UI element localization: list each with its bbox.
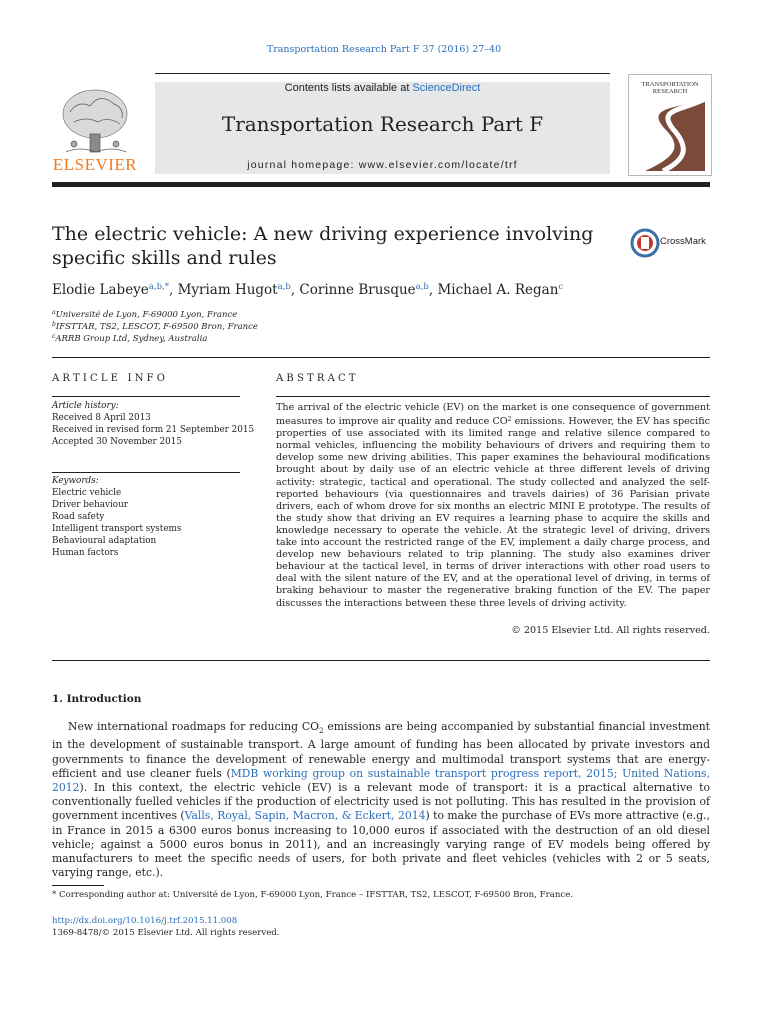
author-2-affil[interactable]: a,b	[277, 282, 291, 292]
journal-homepage-link[interactable]: journal homepage: www.elsevier.com/locate/trf	[247, 159, 518, 171]
history-received: Received 8 April 2013	[52, 413, 151, 423]
keyword-item: Driver behaviour	[52, 500, 128, 510]
keyword-item: Human factors	[52, 548, 119, 558]
history-accepted: Accepted 30 November 2015	[52, 437, 182, 447]
journal-citation-link[interactable]: Transportation Research Part F 37 (2016) 27–40	[266, 44, 502, 55]
author-3-affil[interactable]: a,b	[415, 282, 429, 292]
header-thick-rule	[52, 182, 710, 187]
introduction-heading: 1. Introduction	[52, 693, 142, 705]
journal-title: Transportation Research Part F	[221, 112, 544, 136]
author-2: Myriam Hugot$^{a,b}$,	[177, 282, 300, 298]
footnote-rule	[52, 885, 104, 886]
article-info-rule	[52, 396, 240, 397]
article-title: The electric vehicle: A new driving experience involving specific skills and rules	[52, 223, 594, 269]
keyword-item: Electric vehicle	[52, 488, 122, 498]
abstract-heading: ABSTRACT	[276, 373, 359, 384]
keywords-label: Keywords:	[52, 476, 99, 486]
journal-cover-image[interactable]	[628, 74, 712, 176]
crossmark-icon[interactable]	[630, 228, 660, 258]
issn-copyright: 1369-8478/© 2015 Elsevier Ltd. All rights reserved.	[52, 928, 280, 938]
author-4-affil[interactable]: c	[558, 282, 564, 292]
introduction-paragraph: New international roadmaps for reducing $CO_2$ emissions are being accompanied by substantial financial investment in the development of sustainable transport. A large amount of funding has been allocated by private investors and governments to finance the development of renewable energy and multimodal transport systems that are energy-efficient and use cleaner fuels (MDB working group on sustainable transport progress report, 2015; United Nations, 2012). In this context, the electric vehicle (EV) is a relevant mode of transport: it is a practical alternative to conventionally fuelled vehicles if the production of electricity used is not polluting. This has resulted in the provision of government incentives (Valls, Royal, Sapin, Macron, & Eckert, 2014) to make the purchase of EVs more attractive (e.g., in France in 2015 a 6300 euros bonus increasing to 10,000 euros if associated with the destruction of an old diesel vehicle; against a 5000 euros bonus in 2011), and an increasingly varying range of EV models being offered by manufacturers to meet the specific needs of users, for both private and fleet vehicles (vehicles with 2 or 5 seats, varying range, etc.).	[52, 720, 711, 880]
author-3: Corinne Brusque$^{a,b}$,	[299, 282, 438, 298]
keywords-rule	[52, 472, 240, 473]
corresponding-author-footnote: * Corresponding author at: Université de Lyon, F-69000 Lyon, France – IFSTTAR, TS2, LESCOT, F-69500 Bron, France.	[52, 890, 574, 900]
sciencedirect-link[interactable]: ScienceDirect	[412, 82, 481, 94]
keyword-item: Road safety	[52, 512, 105, 522]
abstract-text: The arrival of the electric vehicle (EV) on the market is one consequence of government measures to improve air quality and reduce $CO^2$ emissions. However, the EV has specific properties of use associated with its limited range and relative silence compared to normal vehicles, influencing the mobility behaviours of drivers and requiring them to develop some new driving abilities. This paper examines the behavioural modifications brought about by daily use of an electric vehicle at three different levels of driving activity: strategic, tactical and operational. The study collected and analyzed the self-reported behaviours (via questionnaires and travels dairies) of 36 Parisian private drivers, each of whom drove for six months an electric MINI E prototype. The results of the study show that driving an EV requires a learning phase to acquire the skills and knowledge necessary to operate the vehicle. At the strategic level of driving, drivers take into account the restricted range of the EV, implement a daily charge process, and develop new behaviours related to trip planning. The study also examines driver behaviour at the tactical level, in terms of driver interactions with other road users to deal with the silent nature of the EV, and at the operational level of driving, in terms of braking behaviour to master the regenerative braking function of the EV. The paper discusses the interactions between these three levels of driving activity.	[276, 402, 710, 609]
contents-availability	[155, 82, 610, 94]
author-1: Elodie Labeye$^{a,b,*}$,	[52, 282, 178, 298]
author-4: Michael A. Regan$^c$	[437, 282, 564, 298]
author-list	[52, 282, 563, 298]
reference-link-mdb[interactable]: MDB working group on sustainable transport progress report, 2015; United Nations, 2012	[52, 766, 711, 794]
abstract-rule	[276, 396, 710, 397]
crossmark-link[interactable]: CrossMark	[660, 236, 706, 247]
keyword-item: Behavioural adaptation	[52, 536, 157, 546]
elsevier-wordmark: ELSEVIER	[52, 155, 138, 174]
cover-road-illustration	[635, 99, 705, 171]
header-rule	[155, 73, 610, 74]
affiliation-a: $^a$Université de Lyon, F-69000 Lyon, France	[52, 309, 238, 320]
abstract-copyright: © 2015 Elsevier Ltd. All rights reserved.	[511, 625, 710, 636]
keyword-item: Intelligent transport systems	[52, 524, 182, 534]
affiliation-c: $^c$ARRB Group Ltd, Sydney, Australia	[52, 333, 208, 344]
contents-prefix: Contents lists available at	[284, 82, 413, 94]
article-info-heading: ARTICLE INFO	[52, 373, 169, 384]
history-revised: Received in revised form 21 September 2015	[52, 425, 255, 435]
affiliation-b: $^b$IFSTTAR, TS2, LESCOT, F-69500 Bron, France	[52, 321, 258, 332]
reference-link-valls[interactable]: Valls, Royal, Sapin, Macron, & Eckert, 2014	[184, 809, 426, 823]
history-label: Article history:	[52, 401, 119, 411]
cover-title: TRANSPORTATION RESEARCH	[641, 81, 699, 95]
author-1-affil[interactable]: a,b,*	[148, 282, 169, 292]
doi-link[interactable]: http://dx.doi.org/10.1016/j.trf.2015.11.008	[52, 916, 238, 926]
title-divider	[52, 357, 710, 358]
abstract-end-rule	[52, 660, 710, 661]
